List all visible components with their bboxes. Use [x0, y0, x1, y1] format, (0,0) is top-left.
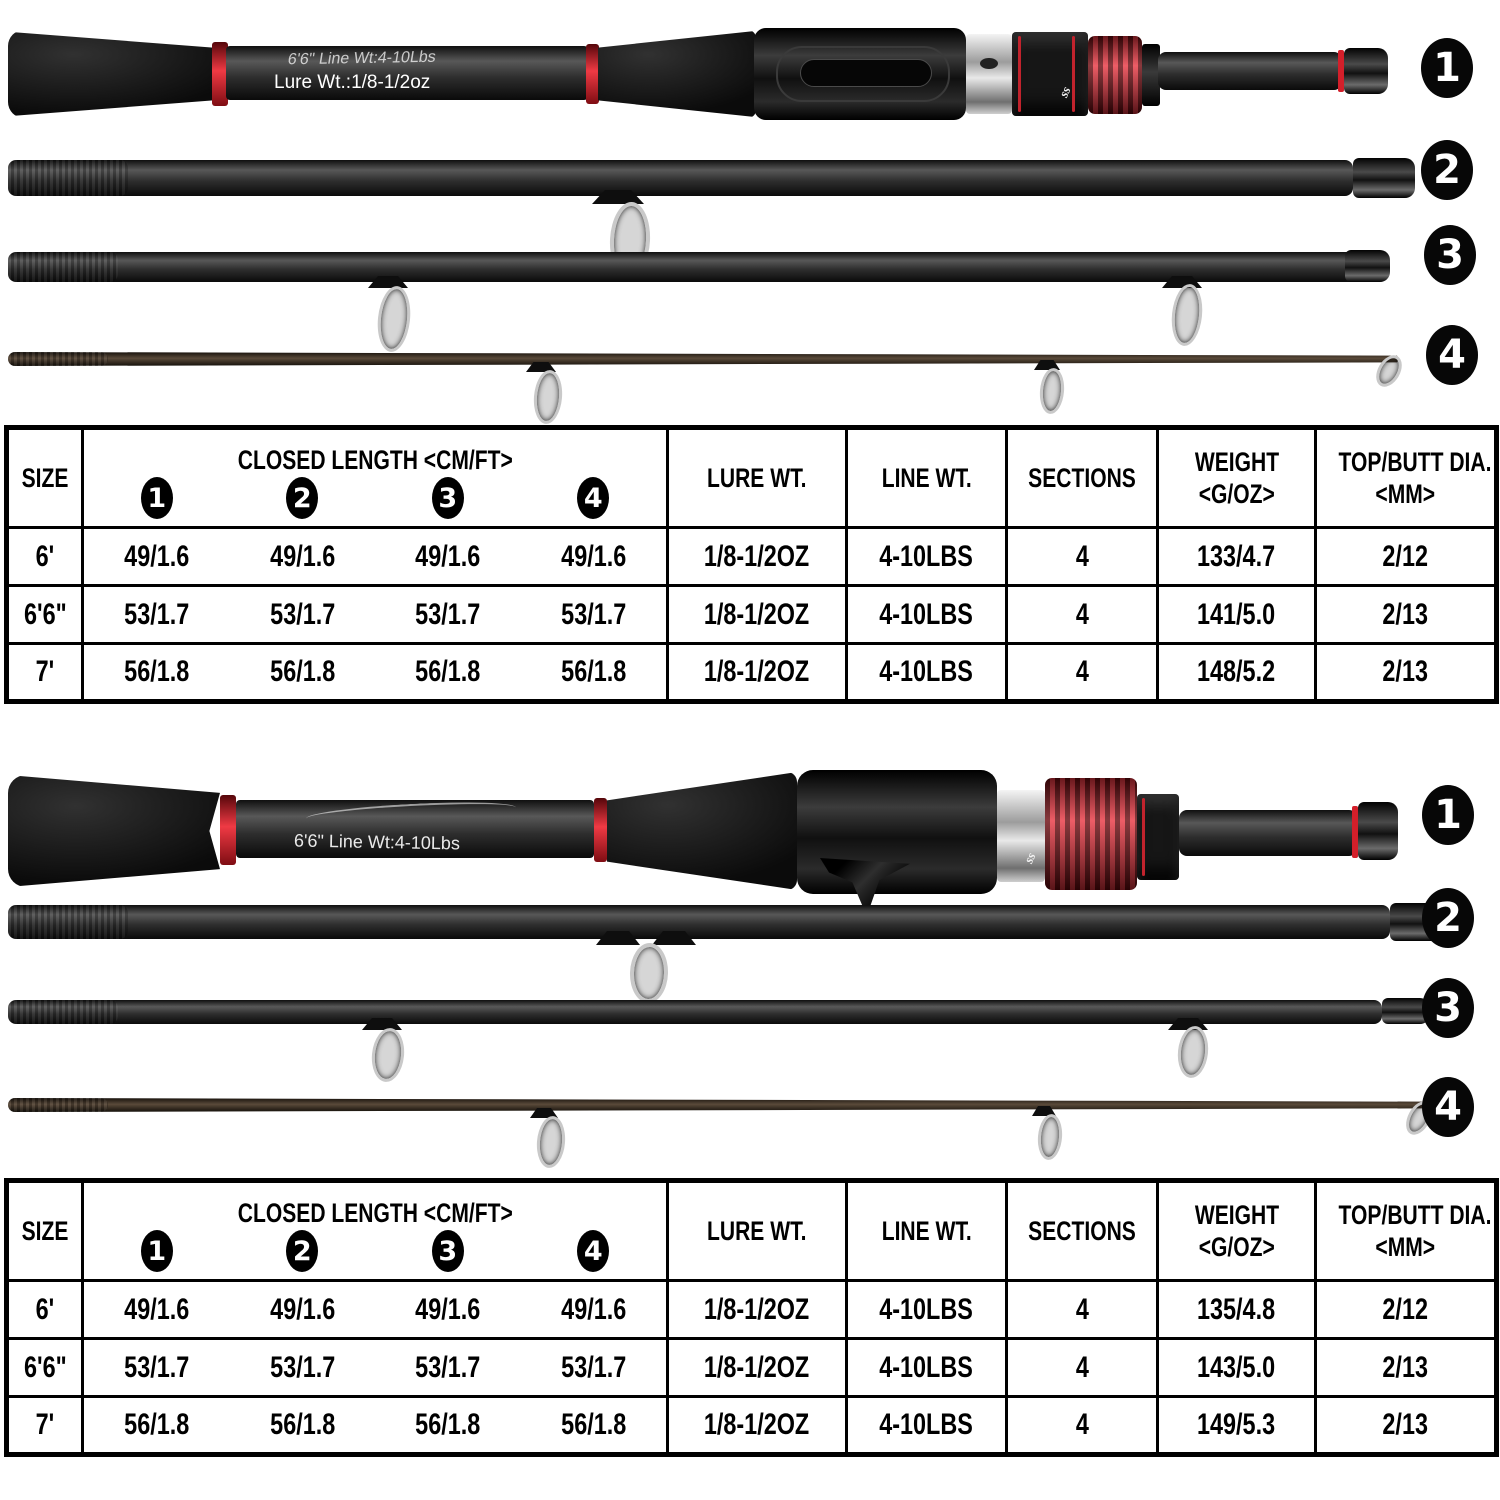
col-header-closed-length — [83, 1181, 668, 1281]
col-header-weight: WEIGHT <G/OZ> — [1158, 1181, 1316, 1281]
cell-dia: 2/12 — [1316, 1281, 1497, 1339]
red-pinstripe — [1142, 798, 1145, 876]
cell-dia: 2/13 — [1316, 644, 1497, 702]
section-texture — [8, 1098, 108, 1112]
cell-lure-wt: 1/8-1/2OZ — [668, 586, 847, 644]
cell-line-wt: 4-10LBS — [847, 1281, 1007, 1339]
section-texture — [8, 1000, 118, 1024]
cell-sections: 4 — [1007, 1339, 1158, 1397]
cell-sections: 4 — [1007, 1281, 1158, 1339]
closed-col-2-badge: 2 — [286, 477, 318, 519]
col-header-lure-wt: LURE WT. — [668, 428, 847, 528]
blank-spec-label-line2: Lure Wt.:1/8-1/2oz — [274, 72, 431, 93]
cell-line-wt: 4-10LBS — [847, 1339, 1007, 1397]
casting-foregrip — [607, 772, 797, 890]
closed-col-1-badge: 1 — [141, 477, 173, 519]
line-guide-ring — [1175, 1025, 1210, 1080]
cell-weight: 148/5.2 — [1158, 644, 1316, 702]
section-2-badge: 2 — [1422, 888, 1474, 948]
section-texture — [8, 905, 128, 939]
cell-size: 7' — [7, 1397, 83, 1455]
cell-closed-lengths: 56/1.8 56/1.8 56/1.8 56/1.8 — [83, 1397, 668, 1455]
reel-seat-black-collar — [1137, 794, 1179, 880]
section-3-badge: 3 — [1422, 978, 1474, 1038]
cell-sections: 4 — [1007, 1397, 1158, 1455]
casting-section-2 — [8, 905, 1390, 939]
line-guide-ring — [1036, 1113, 1064, 1161]
section-4-badge: 4 — [1422, 1077, 1474, 1137]
closed-col-4-badge: 4 — [577, 477, 609, 519]
cell-closed-lengths: 49/1.6 49/1.6 49/1.6 49/1.6 — [83, 528, 668, 586]
reel-seat-brand-mark: ss — [1055, 84, 1074, 100]
section-1-badge: 1 — [1421, 38, 1473, 98]
blank-spec-label: 6'6" Line Wt:4-10Lbs — [293, 830, 461, 854]
cell-size: 7' — [7, 644, 83, 702]
cell-lure-wt: 1/8-1/2OZ — [668, 644, 847, 702]
section-3-badge: 3 — [1424, 225, 1476, 285]
cell-line-wt: 4-10LBS — [847, 528, 1007, 586]
col-header-sections: SECTIONS — [1007, 428, 1158, 528]
cell-sections: 4 — [1007, 528, 1158, 586]
cell-dia: 2/13 — [1316, 1397, 1497, 1455]
col-header-line-wt: LINE WT. — [847, 1181, 1007, 1281]
cell-lure-wt: 1/8-1/2OZ — [668, 1397, 847, 1455]
cell-dia: 2/13 — [1316, 586, 1497, 644]
red-trim-ring — [220, 795, 236, 865]
closed-col-3-badge: 3 — [432, 1230, 464, 1272]
cell-size: 6'6" — [7, 586, 83, 644]
cell-dia: 2/13 — [1316, 1339, 1497, 1397]
col-header-lure-wt: LURE WT. — [668, 1181, 847, 1281]
section-1-badge: 1 — [1422, 785, 1474, 845]
casting-section-3 — [8, 1000, 1382, 1024]
line-guide-ring — [629, 942, 669, 1003]
cell-line-wt: 4-10LBS — [847, 644, 1007, 702]
cell-sections: 4 — [1007, 586, 1158, 644]
casting-blank-front — [1179, 810, 1357, 856]
cell-closed-lengths: 53/1.7 53/1.7 53/1.7 53/1.7 — [83, 1339, 668, 1397]
red-trim-ring — [594, 798, 607, 862]
table-row — [7, 1281, 1497, 1339]
table-row — [7, 1339, 1497, 1397]
brand-script-mark — [306, 799, 517, 828]
cell-sections: 4 — [1007, 644, 1158, 702]
cell-size: 6' — [7, 528, 83, 586]
cell-closed-lengths: 53/1.7 53/1.7 53/1.7 53/1.7 — [83, 586, 668, 644]
closed-col-2-badge: 2 — [286, 1230, 318, 1272]
reel-seat-lock-nut — [1045, 778, 1137, 890]
col-header-dia: TOP/BUTT DIA. <MM> — [1316, 428, 1497, 528]
cell-line-wt: 4-10LBS — [847, 1397, 1007, 1455]
casting-blank-rear — [236, 800, 594, 858]
section-joint-cap — [1358, 802, 1398, 860]
table-row — [7, 1397, 1497, 1455]
blank-spec-label-line1: 6'6" Line Wt:4-10Lbs — [286, 48, 438, 69]
cell-weight: 143/5.0 — [1158, 1339, 1316, 1397]
cell-weight: 133/4.7 — [1158, 528, 1316, 586]
section-2-badge: 2 — [1421, 140, 1473, 200]
reel-seat-brand-mark: ss — [1020, 850, 1039, 866]
col-header-size: SIZE — [7, 1181, 83, 1281]
closed-col-4-badge: 4 — [577, 1230, 609, 1272]
cell-line-wt: 4-10LBS — [847, 586, 1007, 644]
col-header-sections: SECTIONS — [1007, 1181, 1158, 1281]
casting-butt-grip — [8, 775, 220, 887]
cell-closed-lengths: 49/1.6 49/1.6 49/1.6 49/1.6 — [83, 1281, 668, 1339]
cell-size: 6' — [7, 1281, 83, 1339]
closed-col-1-badge: 1 — [141, 1230, 173, 1272]
cell-weight: 149/5.3 — [1158, 1397, 1316, 1455]
line-guide-ring — [369, 1026, 406, 1083]
cell-lure-wt: 1/8-1/2OZ — [668, 1281, 847, 1339]
cell-lure-wt: 1/8-1/2OZ — [668, 528, 847, 586]
reel-seat-silver-hood — [997, 790, 1045, 882]
casting-reel-seat — [797, 770, 997, 894]
col-header-weight: WEIGHT <G/OZ> — [1158, 428, 1316, 528]
cell-lure-wt: 1/8-1/2OZ — [668, 1339, 847, 1397]
closed-length-title: CLOSED LENGTH <CM/FT> — [237, 445, 513, 475]
line-guide-ring — [535, 1115, 567, 1169]
col-header-dia: TOP/BUTT DIA. <MM> — [1316, 1181, 1497, 1281]
cell-weight: 141/5.0 — [1158, 586, 1316, 644]
cell-weight: 135/4.8 — [1158, 1281, 1316, 1339]
cell-size: 6'6" — [7, 1339, 83, 1397]
col-header-line-wt: LINE WT. — [847, 428, 1007, 528]
closed-col-3-badge: 3 — [432, 477, 464, 519]
col-header-size: SIZE — [7, 428, 83, 528]
spec-table-casting — [4, 1178, 1499, 1457]
cell-closed-lengths: 56/1.8 56/1.8 56/1.8 56/1.8 — [83, 644, 668, 702]
section-4-badge: 4 — [1426, 325, 1478, 385]
cell-dia: 2/12 — [1316, 528, 1497, 586]
closed-length-title: CLOSED LENGTH <CM/FT> — [237, 1198, 513, 1228]
casting-section-4 — [8, 1098, 1428, 1112]
